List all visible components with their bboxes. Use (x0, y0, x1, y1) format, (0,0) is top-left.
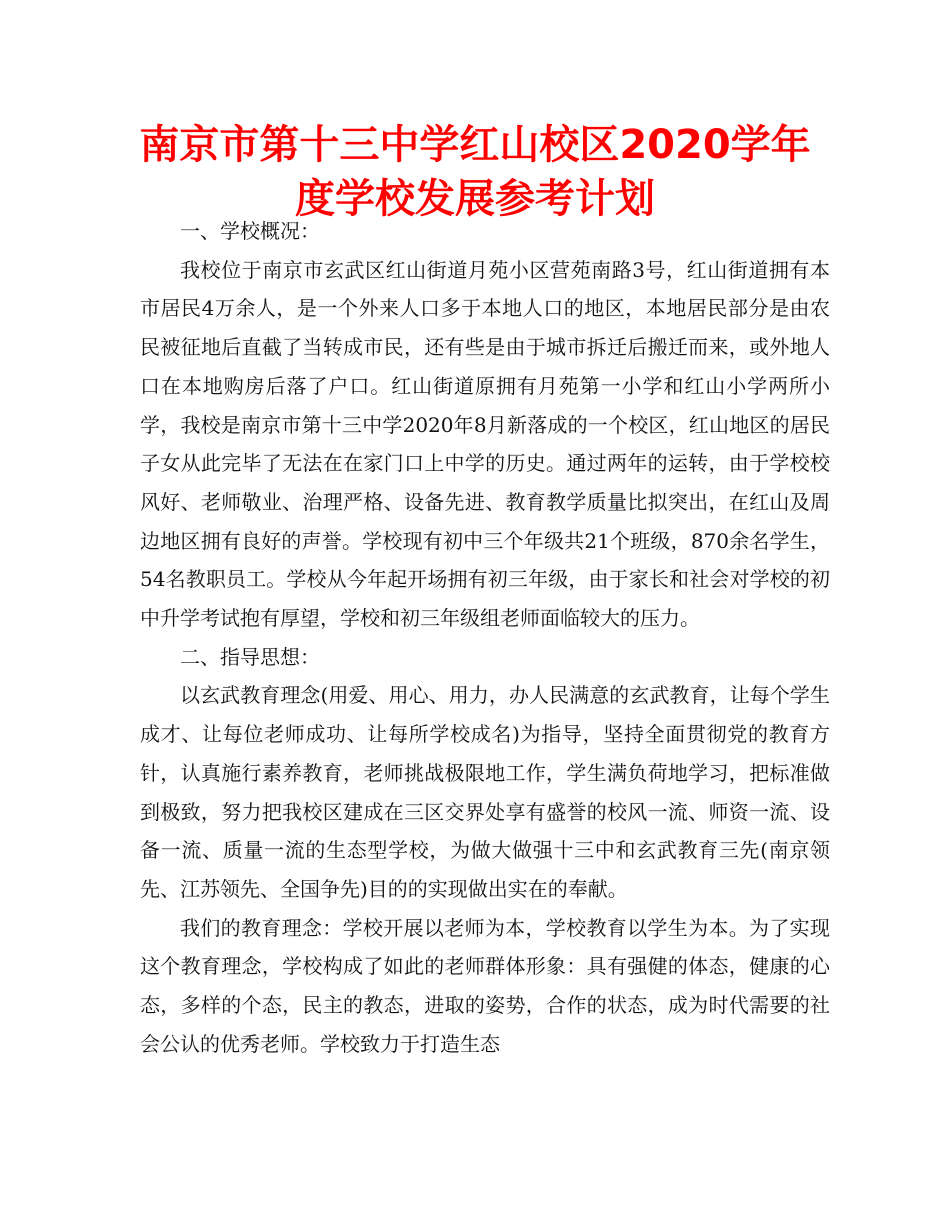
paragraph-overview: 我校位于南京市玄武区红山街道月苑小区营苑南路3号，红山街道拥有本市居民4万余人，是一个外来人口多于本地人口的地区，本地居民部分是由农民被征地后直截了当转成市民，还有些是由于城市拆迁后搬迁而来，或外地人口在本地购房后落了户口。红山街道原拥有月苑第一小学和红山小学两所小学，我校是南京市第十三中学2020年8月新落成的一个校区，红山地区的居民子女从此完毕了无法在在家门口上中学的历史。通过两年的运转，由于学校校风好、老师敬业、治理严格、设备先进、教育教学质量比拟突出，在红山及周边地区拥有良好的声誉。学校现有初中三个年级共21个班级，870余名学生，54名教职员工。学校从今年起开场拥有初三年级，由于家长和社会对学校的初中升学考试抱有厚望，学校和初三年级组老师面临较大的压力。 (140, 257, 830, 631)
document-title: 南京市第十三中学红山校区2020学年度学校发展参考计划 (139, 122, 811, 222)
section-heading-overview: 一、学校概况： (180, 219, 320, 243)
paragraph-education-philosophy: 我们的教育理念：学校开展以老师为本，学校教育以学生为本。为了实现这个教育理念，学校构成了如此的老师群体形象：具有强健的体态，健康的心态，多样的个态，民主的教态，进取的姿势，合作的状态，成为时代需要的社会公认的优秀老师。学校致力于打造生态 (140, 915, 830, 1056)
document-body (140, 212, 830, 1063)
paragraph-guiding-thought: 以玄武教育理念(用爱、用心、用力，办人民满意的玄武教育，让每个学生成才、让每位老师成功、让每所学校成名)为指导，坚持全面贯彻党的教育方针，认真施行素养教育，老师挑战极限地工作，学生满负荷地学习，把标准做到极致，努力把我校区建成在三区交界处享有盛誉的校风一流、师资一流、设备一流、质量一流的生态型学校，为做大做强十三中和玄武教育三先(南京领先、江苏领先、全国争先)目的的实现做出实在的奉献。 (140, 683, 830, 901)
section-heading-guiding-thought: 二、指导思想： (180, 644, 320, 669)
